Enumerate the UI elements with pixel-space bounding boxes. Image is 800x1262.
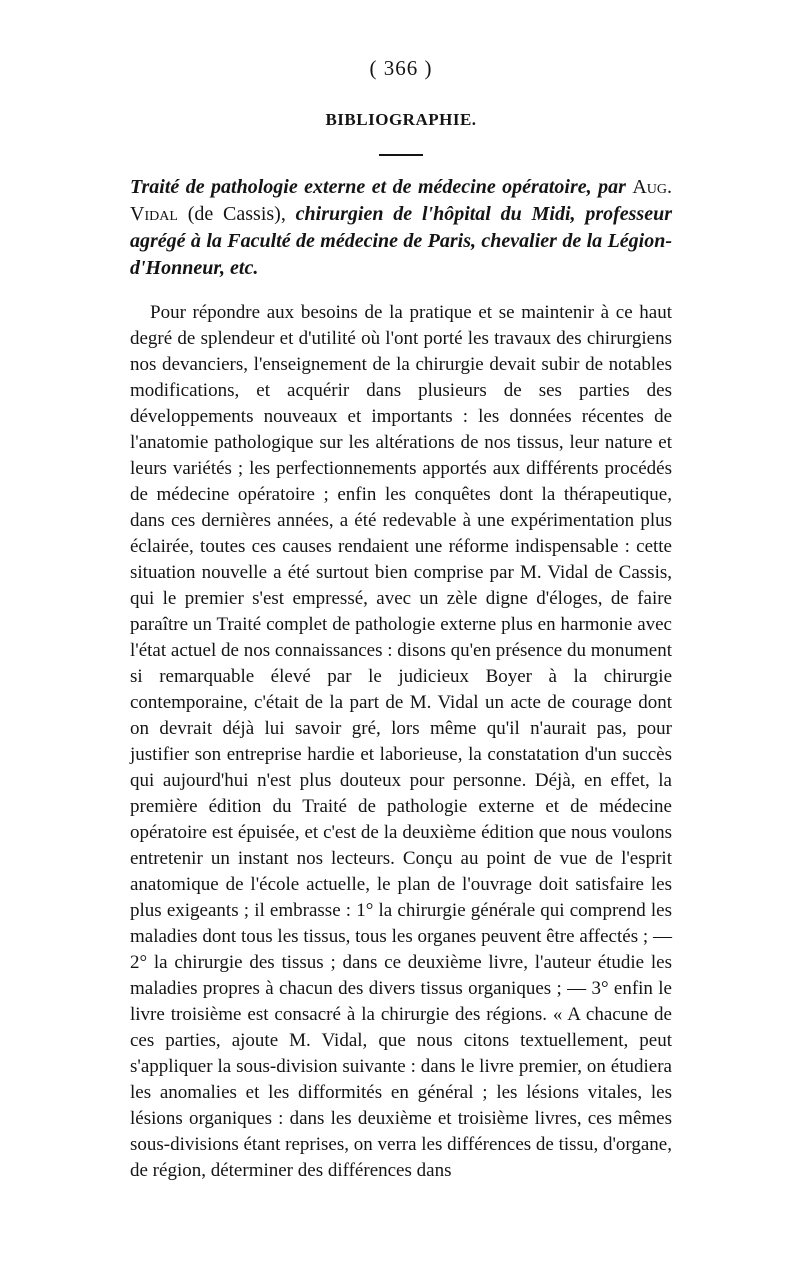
book-title: Traité de pathologie externe et de médecine opératoire, par [130, 176, 626, 198]
bibliographic-entry [130, 174, 672, 282]
heading-rule [379, 154, 423, 156]
page-number: ( 366 ) [369, 56, 433, 80]
author-credentials: chirurgien de l'hôpital du Midi, professeur agrégé à la Faculté de médecine de Paris, chevalier de la Légion-d'Honneur, etc. [130, 203, 672, 279]
review-paragraph: Pour répondre aux besoins de la pratique et se maintenir à ce haut degré de splendeur et d'utilité où l'ont porté les travaux des chirurgiens nos devanciers, l'enseignement de la chirurgie devait subir de notables modifications, et acquérir dans plusieurs de ses parties des développements nouveaux et importants : les données récentes de l'anatomie pathologique sur les altérations de nos tissus, leur nature et leurs variétés ; les perfectionnements apportés aux différents procédés de médecine opératoire ; enfin les conquêtes dont la thérapeutique, dans ces dernières années, a été redevable à une expérimentation plus éclairée, toutes ces causes rendaient une réforme indispensable : cette situation nouvelle a été surtout bien comprise par M. Vidal de Cassis, qui le premier s'est empressé, avec un zèle digne d'éloges, de faire paraître un Traité complet de pathologie externe plus en harmonie avec l'état actuel de nos connaissances : disons qu'en présence du monument si remarquable élevé par le judicieux Boyer à la chirurgie contemporaine, c'était de la part de M. Vidal un acte de courage dont on devrait déjà lui savoir gré, lors même qu'il n'aurait pas, pour justifier son entreprise hardie et laborieuse, la constatation d'un succès qui aujourd'hui n'est plus douteux pour personne. Déjà, en effet, la première édition du Traité de pathologie externe et de médecine opératoire est épuisée, et c'est de la deuxième édition que nous voulons entretenir un instant nos lecteurs. Conçu au point de vue de l'esprit anatomique de l'école actuelle, le plan de l'ouvrage doit satisfaire les plus exigeants ; il embrasse : 1° la chirurgie générale qui comprend les maladies dont tous les tissus, tous les organes peuvent être affectés ; — 2° la chirurgie des tissus ; dans ce deuxième livre, l'auteur étudie les maladies propres à chacun des divers tissus organiques ; — 3° enfin le livre troisième est consacré à la chirurgie des régions. « A chacune de ces parties, ajoute M. Vidal, que nous citons textuellement, peut s'appliquer la sous-division suivante : dans le livre premier, on étudiera les anomalies et les difformités en général ; les lésions vitales, les lésions organiques : dans les deuxième et troisième livres, ces mêmes sous-divisions étant reprises, on verra les différences de tissu, d'organe, de région, déterminer des différences dans [130, 302, 672, 1181]
author-last-name: Vidal [130, 203, 178, 225]
author-origin: (de Cassis), [187, 203, 286, 225]
section-heading: BIBLIOGRAPHIE. [325, 110, 477, 129]
author-first-name: Aug. [632, 176, 672, 198]
book-page [130, 56, 672, 1184]
